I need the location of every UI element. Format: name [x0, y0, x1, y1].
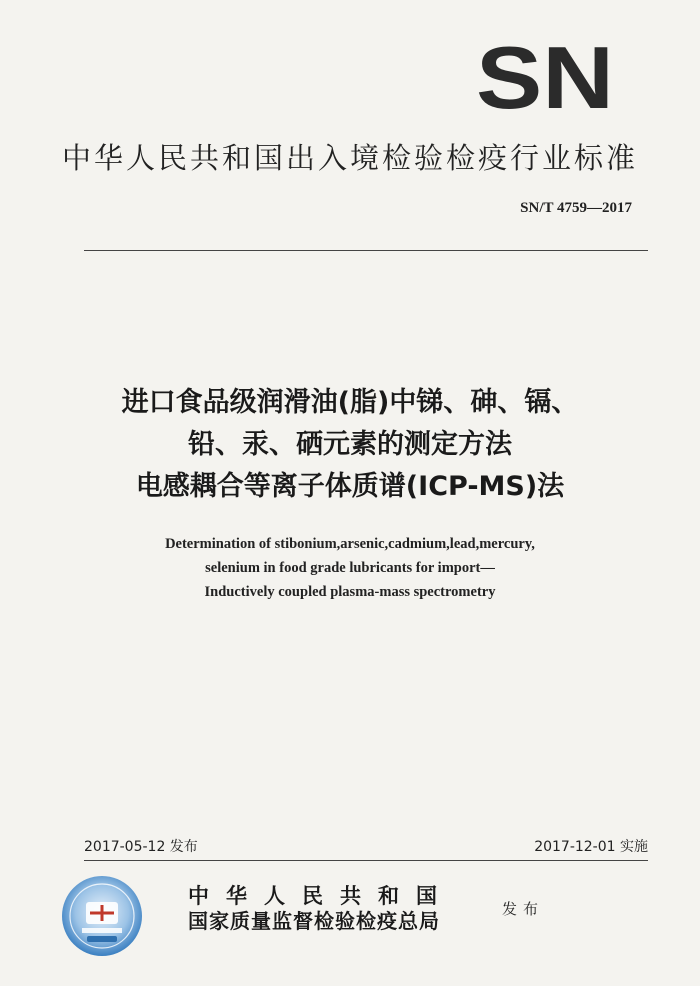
chinese-title-line: 进口食品级润滑油(脂)中锑、砷、镉、 — [121, 387, 579, 418]
issue-date: 2017-05-12 发布 — [84, 839, 198, 855]
header-divider — [84, 250, 648, 251]
anti-counterfeit-seal-icon — [60, 874, 144, 958]
publisher-block — [188, 884, 454, 934]
chinese-title — [0, 382, 700, 508]
english-title — [0, 532, 700, 604]
english-title-line: selenium in food grade lubricants for import— — [205, 560, 495, 576]
english-title-line: Determination of stibonium,arsenic,cadmium,lead,mercury, — [165, 536, 535, 552]
publish-label: 发布 — [502, 900, 545, 918]
sn-logo-text: SN — [476, 40, 614, 112]
sn-logo — [476, 40, 614, 112]
standard-number: SN/T 4759—2017 — [520, 200, 632, 216]
publisher-country: 中华人民共和国 — [188, 883, 454, 908]
chinese-title-line: 铅、汞、硒元素的测定方法 — [188, 429, 512, 460]
english-title-line: Inductively coupled plasma-mass spectrometry — [204, 584, 496, 600]
footer-divider — [84, 860, 648, 861]
publisher-agency: 国家质量监督检验检疫总局 — [188, 909, 440, 933]
issuer-title: 中华人民共和国出入境检验检疫行业标准 — [61, 141, 638, 175]
implementation-date: 2017-12-01 实施 — [534, 839, 648, 855]
chinese-title-line: 电感耦合等离子体质谱(ICP-MS)法 — [135, 471, 565, 502]
